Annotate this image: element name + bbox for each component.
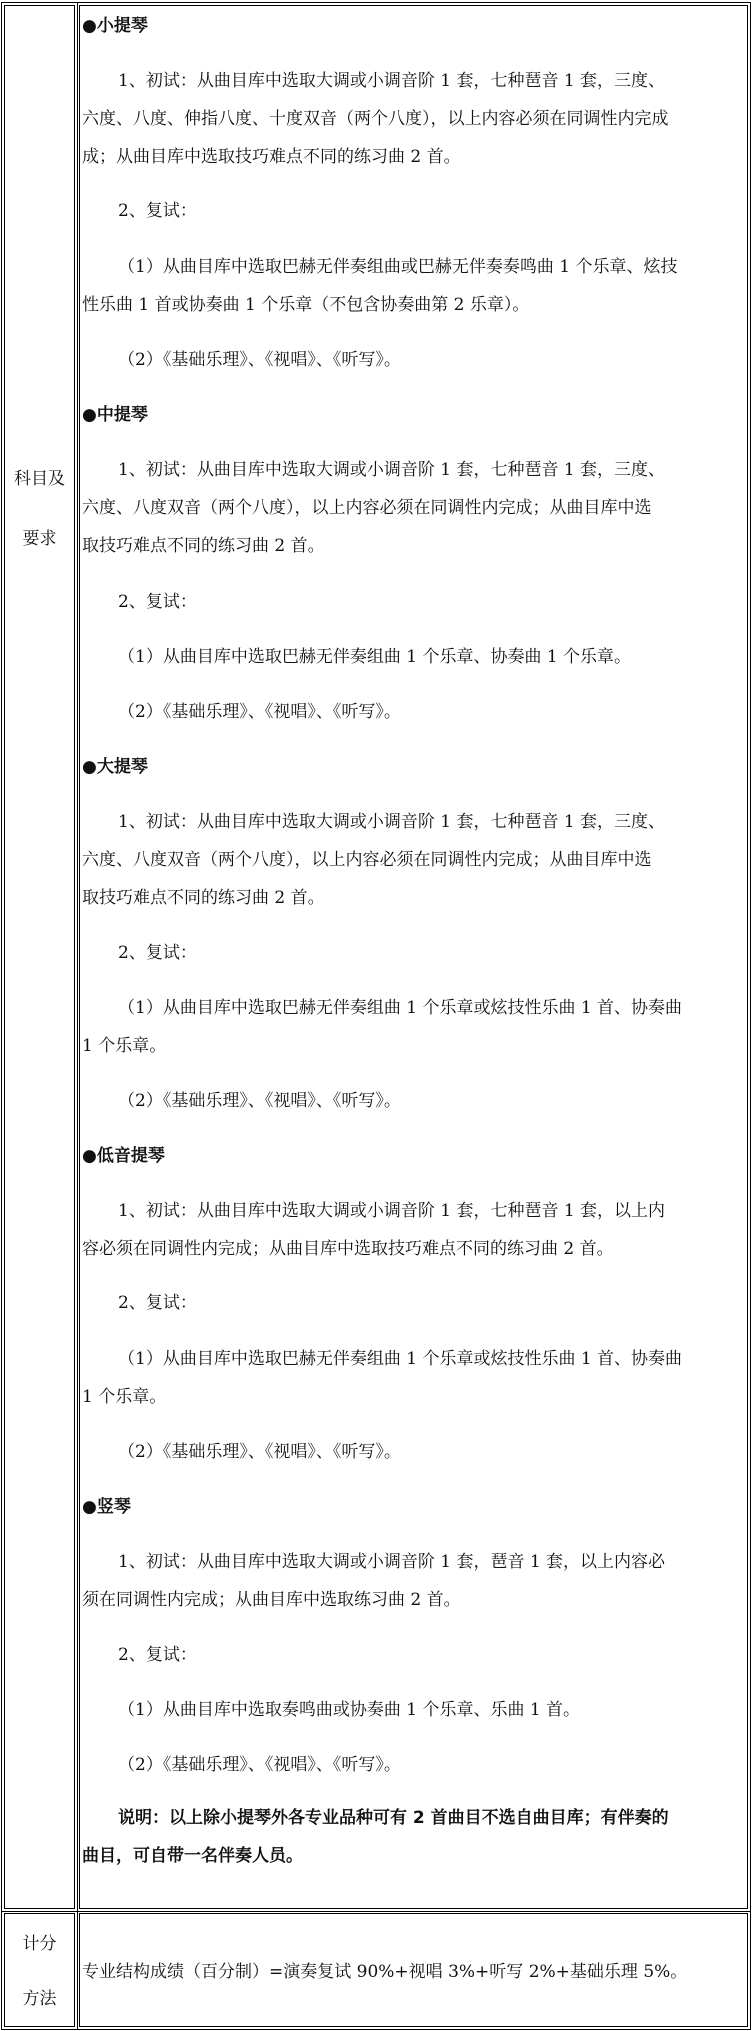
- requirement-line: 1、初试：从曲目库中选取大调或小调音阶 1 套，七种琶音 1 套，三度、: [118, 460, 666, 480]
- row-subjects-requirements: [2, 3, 750, 1912]
- requirement-line-cont: 1 个乐章。: [82, 1036, 167, 1056]
- requirement-line: （2）《基础乐理》、《视唱》、《听写》。: [118, 1442, 401, 1462]
- requirement-line: （1）从曲目库中选取奏鸣曲或协奏曲 1 个乐章、乐曲 1 首。: [118, 1700, 581, 1720]
- note-line: 曲目，可自带一名伴奏人员。: [82, 1846, 303, 1866]
- requirement-line: 2、复试：: [118, 201, 197, 221]
- requirement-line: 1、初试：从曲目库中选取大调或小调音阶 1 套，七种琶音 1 套，以上内: [118, 1201, 666, 1221]
- requirement-line: 2、复试：: [118, 592, 197, 612]
- content-cell-subjects: [77, 3, 750, 1911]
- requirement-line: 2、复试：: [118, 1645, 197, 1665]
- scoring-formula: 专业结构成绩（百分制）=演奏复试 90%+视唱 3%+听写 2%+基础乐理 5%。: [82, 1962, 688, 1982]
- requirement-line: （2）《基础乐理》、《视唱》、《听写》。: [118, 350, 401, 370]
- label-scoring-line1: 计分: [22, 1934, 57, 1954]
- instrument-heading: ●小提琴: [82, 16, 148, 36]
- requirement-line: 1、初试：从曲目库中选取大调或小调音阶 1 套，琶音 1 套，以上内容必: [118, 1552, 666, 1572]
- label-cell-subjects: [2, 3, 78, 1911]
- requirement-line: （2）《基础乐理》、《视唱》、《听写》。: [118, 1755, 401, 1775]
- requirement-line-cont: 六度、八度双音（两个八度），以上内容必须在同调性内完成；从曲目库中选: [82, 498, 652, 518]
- requirement-line-cont: 须在同调性内完成；从曲目库中选取练习曲 2 首。: [82, 1590, 461, 1610]
- requirement-line: 2、复试：: [118, 1293, 197, 1313]
- requirement-line-cont: 六度、八度、伸指八度、十度双音（两个八度），以上内容必须在同调性内完成: [82, 109, 669, 129]
- requirement-line: （2）《基础乐理》、《视唱》、《听写》。: [118, 1091, 401, 1111]
- requirement-line-cont: 性乐曲 1 首或协奏曲 1 个乐章（不包含协奏曲第 2 乐章）。: [82, 295, 530, 315]
- label-cell-scoring: [2, 1911, 78, 2029]
- requirement-line-cont: 容必须在同调性内完成；从曲目库中选取技巧难点不同的练习曲 2 首。: [82, 1239, 614, 1259]
- requirement-line-cont: 取技巧难点不同的练习曲 2 首。: [82, 888, 325, 908]
- requirements-text: [79, 5, 748, 1909]
- requirement-line: （1）从曲目库中选取巴赫无伴奏组曲或巴赫无伴奏奏鸣曲 1 个乐章、炫技: [118, 257, 678, 277]
- instrument-heading: ●中提琴: [82, 405, 148, 425]
- requirement-line: 1、初试：从曲目库中选取大调或小调音阶 1 套，七种琶音 1 套，三度、: [118, 71, 666, 91]
- requirement-line: 2、复试：: [118, 943, 197, 963]
- requirement-line: （1）从曲目库中选取巴赫无伴奏组曲 1 个乐章或炫技性乐曲 1 首、协奏曲: [118, 1349, 683, 1369]
- note-line: 说明：以上除小提琴外各专业品种可有 2 首曲目不选自曲目库；有伴奏的: [118, 1808, 669, 1828]
- row-scoring-method: [2, 1911, 750, 2029]
- label-subjects-line2: 要求: [22, 529, 57, 549]
- requirement-line: （1）从曲目库中选取巴赫无伴奏组曲 1 个乐章或炫技性乐曲 1 首、协奏曲: [118, 998, 683, 1018]
- requirement-line-cont: 1 个乐章。: [82, 1387, 167, 1407]
- requirement-line: 1、初试：从曲目库中选取大调或小调音阶 1 套，七种琶音 1 套，三度、: [118, 812, 666, 832]
- instrument-heading: ●竖琴: [82, 1497, 131, 1517]
- requirement-line-cont: 取技巧难点不同的练习曲 2 首。: [82, 536, 325, 556]
- requirement-line: （1）从曲目库中选取巴赫无伴奏组曲 1 个乐章、协奏曲 1 个乐章。: [118, 647, 632, 667]
- instrument-heading: ●大提琴: [82, 757, 148, 777]
- label-scoring-line2: 方法: [22, 1989, 57, 2009]
- requirement-line: （2）《基础乐理》、《视唱》、《听写》。: [118, 702, 401, 722]
- requirements-table: [1, 2, 751, 2030]
- instrument-heading: ●低音提琴: [82, 1146, 165, 1166]
- requirement-line-cont: 成；从曲目库中选取技巧难点不同的练习曲 2 首。: [82, 147, 461, 167]
- label-subjects-line1: 科目及: [14, 469, 65, 489]
- requirement-line-cont: 六度、八度双音（两个八度），以上内容必须在同调性内完成；从曲目库中选: [82, 850, 652, 870]
- content-cell-scoring: [77, 1911, 750, 2029]
